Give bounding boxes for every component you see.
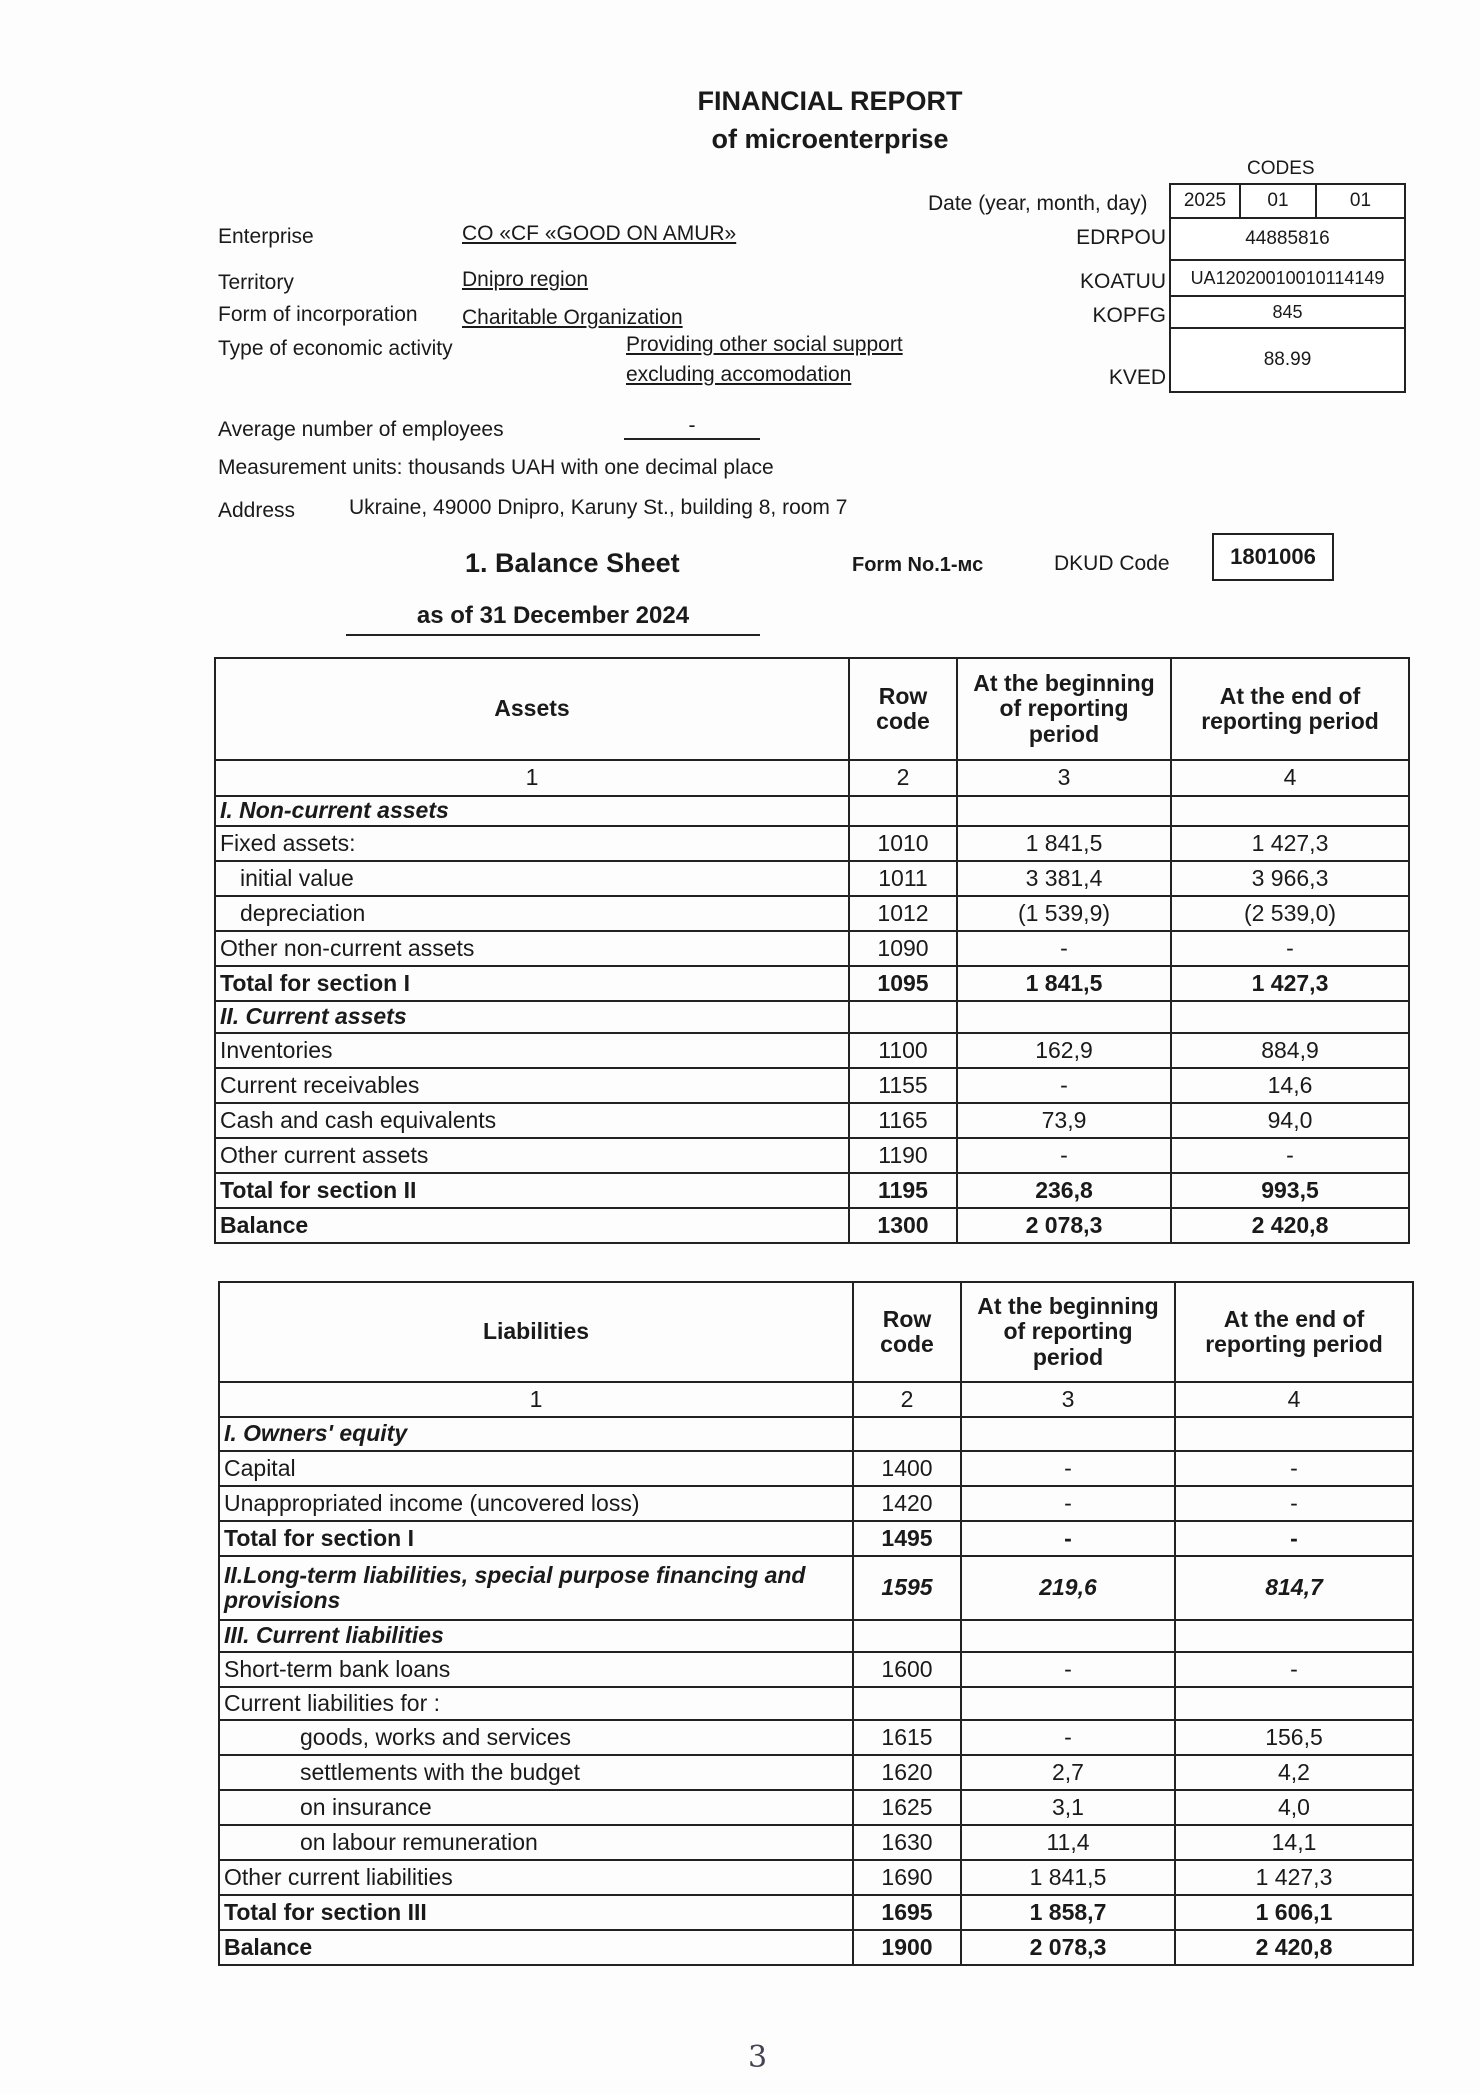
begin-period-header: At the beginning of reporting period (957, 658, 1171, 760)
end-value: - (1175, 1486, 1413, 1521)
row-code (853, 1620, 961, 1652)
table-row (215, 1208, 1409, 1243)
table-row (215, 1001, 1409, 1033)
end-value: 4,2 (1175, 1755, 1413, 1790)
row-code: 1095 (849, 966, 957, 1001)
row-code: 1900 (853, 1930, 961, 1965)
table-row (219, 1521, 1413, 1556)
incorporation-label: Form of incorporation (218, 303, 418, 326)
end-value (1175, 1417, 1413, 1451)
activity-value-line2: excluding accomodation (626, 363, 852, 386)
table-row (215, 1173, 1409, 1208)
row-label: Short-term bank loans (219, 1652, 853, 1687)
employees-value: - (624, 414, 760, 440)
begin-value: 1 841,5 (961, 1860, 1175, 1895)
begin-value: 1 841,5 (957, 966, 1171, 1001)
table-row (215, 896, 1409, 931)
liabilities-table (218, 1281, 1414, 1966)
row-label: Balance (215, 1208, 849, 1243)
row-label: on labour remuneration (219, 1825, 853, 1860)
report-title: FINANCIAL REPORT (697, 86, 963, 116)
begin-value (961, 1620, 1175, 1652)
end-value: - (1175, 1652, 1413, 1687)
edrpou-label: EDRPOU (1076, 226, 1166, 249)
address-value: Ukraine, 49000 Dnipro, Karuny St., building 8, room 7 (349, 496, 848, 519)
table-row (215, 1033, 1409, 1068)
assets-header-row (215, 658, 1409, 760)
row-label: Total for section II (215, 1173, 849, 1208)
end-value: - (1171, 931, 1409, 966)
begin-value: 11,4 (961, 1825, 1175, 1860)
activity-label: Type of economic activity (218, 337, 453, 360)
date-label: Date (year, month, day) (928, 192, 1148, 215)
end-value: 1 427,3 (1175, 1860, 1413, 1895)
table-row (215, 966, 1409, 1001)
table-row (215, 861, 1409, 896)
begin-value: 219,6 (961, 1556, 1175, 1620)
table-row (219, 1620, 1413, 1652)
row-label: on insurance (219, 1790, 853, 1825)
balance-sheet-title: 1. Balance Sheet (465, 548, 680, 578)
table-row (219, 1860, 1413, 1895)
table-row (215, 1068, 1409, 1103)
koatuu-label: KOATUU (1080, 270, 1166, 293)
row-code-header: Row code (853, 1282, 961, 1382)
table-row (219, 1652, 1413, 1687)
row-code: 1595 (853, 1556, 961, 1620)
col-number: 1 (215, 760, 849, 796)
row-code: 1010 (849, 826, 957, 861)
end-period-header: At the end of reporting period (1175, 1282, 1413, 1382)
col-number: 1 (219, 1382, 853, 1417)
row-label: I. Owners' equity (219, 1417, 853, 1451)
column-number-row (219, 1382, 1413, 1417)
table-row (219, 1825, 1413, 1860)
row-code (849, 1001, 957, 1033)
row-label: Other non-current assets (215, 931, 849, 966)
table-row (219, 1451, 1413, 1486)
end-value (1171, 1001, 1409, 1033)
koatuu-code: UA12020010010114149 (1169, 259, 1406, 297)
begin-value: 162,9 (957, 1033, 1171, 1068)
liabilities-header: Liabilities (219, 1282, 853, 1382)
begin-value (957, 1001, 1171, 1033)
kved-label: KVED (1108, 366, 1166, 389)
activity-value-line1: Providing other social support (626, 333, 903, 356)
row-label: III. Current liabilities (219, 1620, 853, 1652)
kopfg-label: KOPFG (1092, 304, 1166, 327)
row-code-header: Row code (849, 658, 957, 760)
row-code (853, 1687, 961, 1720)
row-code: 1012 (849, 896, 957, 931)
begin-value (957, 796, 1171, 826)
begin-value: 3 381,4 (957, 861, 1171, 896)
begin-period-header: At the beginning of reporting period (961, 1282, 1175, 1382)
end-value (1171, 796, 1409, 826)
begin-value: 3,1 (961, 1790, 1175, 1825)
col-number: 3 (961, 1382, 1175, 1417)
end-value: 884,9 (1171, 1033, 1409, 1068)
as-of-date: as of 31 December 2024 (346, 602, 760, 636)
row-label: Total for section I (215, 966, 849, 1001)
enterprise-label: Enterprise (218, 225, 314, 248)
row-label: II. Current assets (215, 1001, 849, 1033)
row-label: Inventories (215, 1033, 849, 1068)
row-code: 1695 (853, 1895, 961, 1930)
liabilities-header-row (219, 1282, 1413, 1382)
report-subtitle: of microenterprise (711, 124, 949, 154)
begin-value: - (961, 1486, 1175, 1521)
row-label: depreciation (215, 896, 849, 931)
row-label: Other current liabilities (219, 1860, 853, 1895)
incorporation-value: Charitable Organization (462, 306, 683, 329)
row-code: 1630 (853, 1825, 961, 1860)
row-code: 1155 (849, 1068, 957, 1103)
table-row (215, 1103, 1409, 1138)
employees-label: Average number of employees (218, 418, 504, 441)
col-number: 2 (849, 760, 957, 796)
date-year: 2025 (1169, 183, 1241, 219)
row-label: Current liabilities for : (219, 1687, 853, 1720)
date-day: 01 (1315, 183, 1406, 219)
row-label: initial value (215, 861, 849, 896)
end-value: - (1175, 1451, 1413, 1486)
table-row (215, 826, 1409, 861)
row-label: Current receivables (215, 1068, 849, 1103)
territory-value: Dnipro region (462, 268, 589, 291)
measurement-units: Measurement units: thousands UAH with one decimal place (218, 456, 774, 479)
table-row (219, 1930, 1413, 1965)
enterprise-value: CO «CF «GOOD ON AMUR» (462, 222, 737, 245)
row-code: 1620 (853, 1755, 961, 1790)
row-code: 1300 (849, 1208, 957, 1243)
row-code: 1011 (849, 861, 957, 896)
end-value: 993,5 (1171, 1173, 1409, 1208)
table-row (219, 1417, 1413, 1451)
end-period-header: At the end of reporting period (1171, 658, 1409, 760)
row-label: Balance (219, 1930, 853, 1965)
row-code: 1400 (853, 1451, 961, 1486)
end-value: 94,0 (1171, 1103, 1409, 1138)
col-number: 2 (853, 1382, 961, 1417)
begin-value: 2,7 (961, 1755, 1175, 1790)
col-number: 3 (957, 760, 1171, 796)
row-label: Other current assets (215, 1138, 849, 1173)
territory-label: Territory (218, 271, 294, 294)
table-row (219, 1895, 1413, 1930)
row-code: 1495 (853, 1521, 961, 1556)
dkud-code: 1801006 (1212, 533, 1334, 581)
row-label: II.Long-term liabilities, special purpose financing and provisions (219, 1556, 853, 1620)
begin-value: 73,9 (957, 1103, 1171, 1138)
begin-value: - (961, 1451, 1175, 1486)
row-code: 1625 (853, 1790, 961, 1825)
row-label: Unappropriated income (uncovered loss) (219, 1486, 853, 1521)
end-value (1175, 1620, 1413, 1652)
row-code: 1190 (849, 1138, 957, 1173)
address-label: Address (218, 499, 296, 522)
begin-value: - (957, 931, 1171, 966)
row-label: Fixed assets: (215, 826, 849, 861)
end-value: 2 420,8 (1171, 1208, 1409, 1243)
end-value: 4,0 (1175, 1790, 1413, 1825)
table-row (219, 1687, 1413, 1720)
row-code (853, 1417, 961, 1451)
table-row (219, 1755, 1413, 1790)
table-row (219, 1486, 1413, 1521)
row-code: 1195 (849, 1173, 957, 1208)
begin-value: 1 841,5 (957, 826, 1171, 861)
dkud-label: DKUD Code (1054, 552, 1170, 575)
kopfg-code: 845 (1169, 295, 1406, 329)
assets-table (214, 657, 1410, 1244)
end-value: 14,1 (1175, 1825, 1413, 1860)
column-number-row (215, 760, 1409, 796)
end-value: - (1171, 1138, 1409, 1173)
begin-value: 236,8 (957, 1173, 1171, 1208)
col-number: 4 (1171, 760, 1409, 796)
form-number: Form No.1-мс (852, 554, 984, 576)
table-row (215, 796, 1409, 826)
row-label: Total for section I (219, 1521, 853, 1556)
table-row (215, 931, 1409, 966)
row-label: Total for section III (219, 1895, 853, 1930)
edrpou-code: 44885816 (1169, 217, 1406, 261)
begin-value (961, 1687, 1175, 1720)
row-label: goods, works and services (219, 1720, 853, 1755)
row-label: settlements with the budget (219, 1755, 853, 1790)
end-value: - (1175, 1521, 1413, 1556)
begin-value: (1 539,9) (957, 896, 1171, 931)
end-value: 14,6 (1171, 1068, 1409, 1103)
end-value: 1 606,1 (1175, 1895, 1413, 1930)
row-code (849, 796, 957, 826)
row-label: Cash and cash equivalents (215, 1103, 849, 1138)
col-number: 4 (1175, 1382, 1413, 1417)
row-code: 1420 (853, 1486, 961, 1521)
end-value: 1 427,3 (1171, 966, 1409, 1001)
end-value: 1 427,3 (1171, 826, 1409, 861)
row-code: 1600 (853, 1652, 961, 1687)
table-row (219, 1790, 1413, 1825)
row-code: 1615 (853, 1720, 961, 1755)
date-month: 01 (1239, 183, 1317, 219)
table-row (219, 1720, 1413, 1755)
end-value: 814,7 (1175, 1556, 1413, 1620)
begin-value: 2 078,3 (957, 1208, 1171, 1243)
row-code: 1090 (849, 931, 957, 966)
begin-value: - (957, 1138, 1171, 1173)
table-row (215, 1138, 1409, 1173)
begin-value: 2 078,3 (961, 1930, 1175, 1965)
begin-value: - (961, 1652, 1175, 1687)
assets-header: Assets (215, 658, 849, 760)
row-code: 1690 (853, 1860, 961, 1895)
page-number: 3 (748, 2040, 768, 2075)
begin-value: - (961, 1521, 1175, 1556)
end-value: (2 539,0) (1171, 896, 1409, 931)
begin-value: 1 858,7 (961, 1895, 1175, 1930)
end-value: 2 420,8 (1175, 1930, 1413, 1965)
end-value: 156,5 (1175, 1720, 1413, 1755)
row-code: 1100 (849, 1033, 957, 1068)
kved-code: 88.99 (1169, 327, 1406, 393)
codes-label: CODES (1247, 158, 1315, 179)
end-value (1175, 1687, 1413, 1720)
begin-value: - (957, 1068, 1171, 1103)
begin-value (961, 1417, 1175, 1451)
end-value: 3 966,3 (1171, 861, 1409, 896)
row-code: 1165 (849, 1103, 957, 1138)
table-row (219, 1556, 1413, 1620)
begin-value: - (961, 1720, 1175, 1755)
row-label: I. Non-current assets (215, 796, 849, 826)
row-label: Capital (219, 1451, 853, 1486)
